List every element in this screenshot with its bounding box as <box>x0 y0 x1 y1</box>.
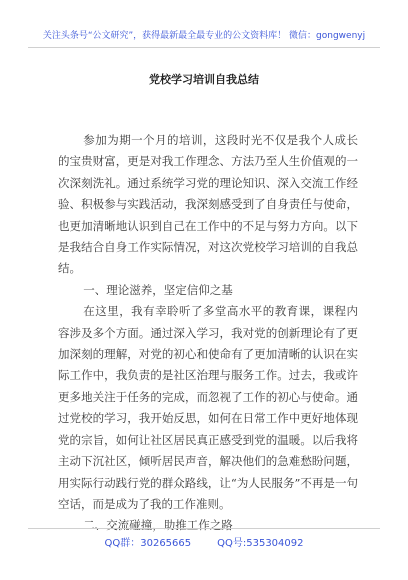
section-heading-2: 二、交流碰撞，助推工作之路 <box>83 518 233 533</box>
document-body <box>58 130 358 537</box>
footer-divider <box>28 528 380 529</box>
header-divider <box>28 47 380 48</box>
section-1-paragraph: 在这里，我有幸聆听了多堂高水平的教育课，课程内容涉及多个方面。通过深入学习，我对党的创新理论有了更加深刻的理解，对党的初心和使命有了更加清晰的认识在实际工作中，我负责的是社区治理与服务工作。过去，我或许更多地关注于任务的完成，而忽视了工作的初心与使命。通过党校的学习，我开始反思，如何在日常工作中更好地体现党的宗旨，如何让社区居民真正感受到党的温暖。以后我将主动下沉社区，倾听居民声音，解决他们的急难愁盼问题，用实际行动践行党的群众路线，让“为人民服务”不再是一句空话，而是成为了我的工作准则。 <box>58 304 358 511</box>
section-heading-1: 一、理论滋养，坚定信仰之基 <box>83 282 233 297</box>
header-promo-text: 关注头条号“公文研究”，获得最新最全最专业的公文资料库！ 微信：gongwenyj <box>42 31 366 41</box>
footer-qq-number: QQ号:535304092 <box>217 538 304 549</box>
intro-paragraph: 参加为期一个月的培训，这段时光不仅是我个人成长的宝贵财富，更是对我工作理念、方法乃至人生价值观的一次深刻洗礼。通过系统学习党的理论知识、深入交流工作经验、积极参与实践活动，我深刻感受到了自身责任与使命，也更加清晰地认识到自己在工作中的不足与努力方向。以下是我结合自身工作实际情况，对这次党校学习培训的自我总结。 <box>58 133 358 276</box>
footer-qq-group: QQ群：30265665 <box>104 538 192 549</box>
footer <box>0 534 408 549</box>
page-title: 党校学习培训自我总结 <box>149 73 259 86</box>
